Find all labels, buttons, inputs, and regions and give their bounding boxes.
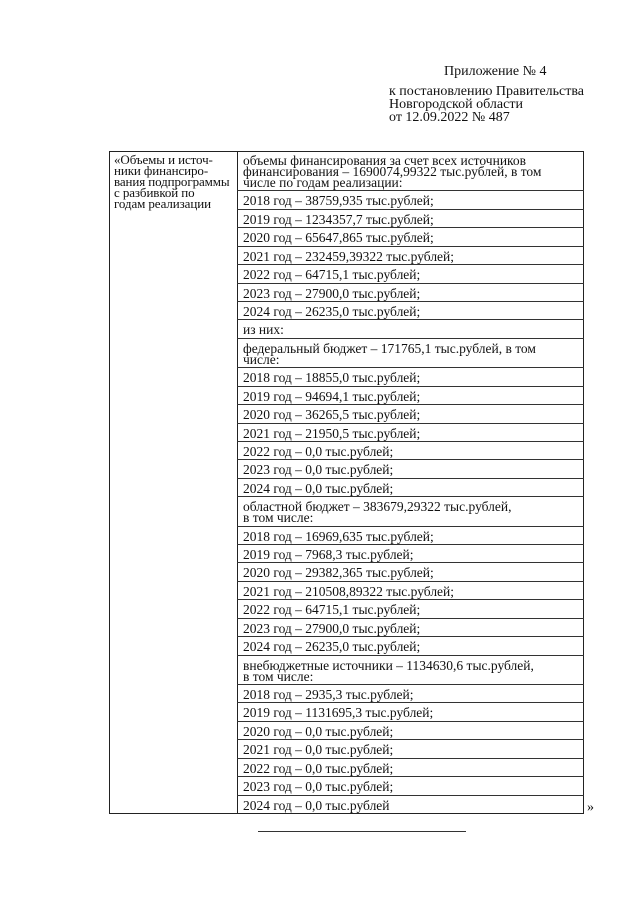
row-text: 2020 год – 65647,865 тыс.рублей; <box>243 230 434 246</box>
table-row <box>237 796 584 814</box>
row-text: 2023 год – 27900,0 тыс.рублей; <box>243 620 421 636</box>
table-row <box>237 582 584 600</box>
table-row <box>237 265 584 283</box>
row-text: финансирования – 1690074,99322 тыс.рублей, в том <box>243 164 542 179</box>
table-row <box>237 247 584 265</box>
left-cell-line: «Объемы и источ- <box>114 152 213 167</box>
table-row <box>237 368 584 386</box>
row-text: в том числе: <box>243 668 314 684</box>
resolution-line: Новгородской области <box>389 97 523 112</box>
row-text: 2021 год – 210508,89322 тыс.рублей; <box>243 583 455 599</box>
row-text: 2018 год – 2935,3 тыс.рублей; <box>243 687 414 703</box>
table-row <box>237 685 584 703</box>
row-text: 2020 год – 29382,365 тыс.рублей; <box>243 565 434 581</box>
row-text: 2018 год – 38759,935 тыс.рублей; <box>243 193 434 209</box>
row-text: внебюджетные источники – 1134630,6 тыс.рублей, <box>243 657 534 673</box>
row-text: федеральный бюджет – 171765,1 тыс.рублей, в том <box>243 340 536 356</box>
row-text: 2022 год – 64715,1 тыс.рублей; <box>243 267 421 283</box>
table-row <box>237 460 584 478</box>
row-text: 2022 год – 64715,1 тыс.рублей; <box>243 602 421 618</box>
left-cell-line: ники финансиро- <box>114 163 209 178</box>
footer-rule <box>258 831 466 832</box>
table-row <box>237 722 584 740</box>
table-row <box>237 479 584 497</box>
table-row <box>237 339 584 368</box>
row-text: 2023 год – 27900,0 тыс.рублей; <box>243 285 421 301</box>
table-row <box>237 424 584 442</box>
appendix-title: Приложение № 4 <box>444 64 547 79</box>
table-row <box>237 600 584 618</box>
row-text: 2022 год – 0,0 тыс.рублей; <box>243 443 394 459</box>
table-row <box>237 284 584 302</box>
row-text: 2021 год – 21950,5 тыс.рублей; <box>243 425 421 441</box>
table-row <box>237 228 584 246</box>
table-left-cell <box>114 152 236 211</box>
table-row <box>237 759 584 777</box>
resolution-reference <box>389 85 584 124</box>
row-text: 2023 год – 0,0 тыс.рублей; <box>243 779 394 795</box>
row-text: 2019 год – 1234357,7 тыс.рублей; <box>243 211 434 227</box>
table-row <box>237 740 584 758</box>
table-row <box>237 545 584 563</box>
table-row <box>237 703 584 721</box>
resolution-line: от 12.09.2022 № 487 <box>389 110 510 125</box>
row-text: 2021 год – 0,0 тыс.рублей; <box>243 742 394 758</box>
row-text: объемы финансирования за счет всех источников <box>243 153 527 168</box>
row-text: из них: <box>243 322 284 338</box>
table-row <box>237 151 584 191</box>
closing-quote: » <box>587 800 594 815</box>
table-row <box>237 497 584 526</box>
row-text: 2018 год – 18855,0 тыс.рублей; <box>243 370 421 386</box>
row-text: 2024 год – 26235,0 тыс.рублей; <box>243 639 421 655</box>
table-row <box>237 656 584 685</box>
table-row <box>237 777 584 795</box>
row-text: 2024 год – 0,0 тыс.рублей; <box>243 480 394 496</box>
row-text: 2019 год – 94694,1 тыс.рублей; <box>243 388 421 404</box>
left-cell-line: годам реализации <box>114 196 211 211</box>
row-text: 2023 год – 0,0 тыс.рублей; <box>243 462 394 478</box>
table-row <box>237 210 584 228</box>
row-text: 2024 год – 26235,0 тыс.рублей; <box>243 303 421 319</box>
resolution-line: к постановлению Правительства <box>389 84 585 99</box>
row-text: 2018 год – 16969,635 тыс.рублей; <box>243 528 434 544</box>
left-cell-line: вания подпрограммы <box>114 174 230 189</box>
table-row <box>237 619 584 637</box>
row-text: числе: <box>243 351 280 367</box>
table-row <box>237 563 584 581</box>
row-text: 2020 год – 0,0 тыс.рублей; <box>243 723 394 739</box>
table-row <box>237 637 584 655</box>
row-text: 2024 год – 0,0 тыс.рублей <box>243 797 390 813</box>
row-text: в том числе: <box>243 510 314 526</box>
table-row <box>237 191 584 209</box>
row-text: числе по годам реализации: <box>243 175 403 190</box>
table-row <box>237 387 584 405</box>
table-row <box>237 405 584 423</box>
left-cell-line: с разбивкой по <box>114 185 195 200</box>
table-row <box>237 302 584 320</box>
row-text: 2019 год – 7968,3 тыс.рублей; <box>243 547 414 563</box>
row-text: 2020 год – 36265,5 тыс.рублей; <box>243 407 421 423</box>
table-row <box>237 527 584 545</box>
row-text: областной бюджет – 383679,29322 тыс.рублей, <box>243 499 512 515</box>
row-text: 2022 год – 0,0 тыс.рублей; <box>243 760 394 776</box>
table-row <box>237 442 584 460</box>
row-text: 2021 год – 232459,39322 тыс.рублей; <box>243 248 455 264</box>
table-row <box>237 320 584 338</box>
row-text: 2019 год – 1131695,3 тыс.рублей; <box>243 705 434 721</box>
